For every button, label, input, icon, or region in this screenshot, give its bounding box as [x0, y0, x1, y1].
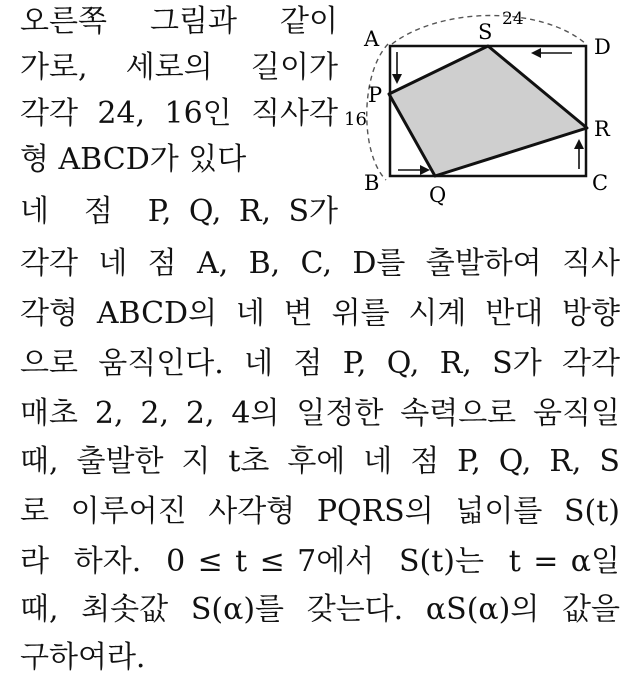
arrow-q-right-icon: [398, 165, 430, 175]
problem-line-1: 오른쪽 그림과 같이: [20, 4, 338, 39]
problem-line-8: 으로 움직인다. 네 점 P, Q, R, S가 각각: [20, 346, 620, 381]
arrow-s-left-icon: [531, 48, 572, 58]
rectangle-figure: [342, 4, 634, 212]
problem-line-7: 각형 ABCD의 네 변 위를 시계 반대 방향: [20, 296, 620, 331]
height-dimension-arc: [367, 44, 388, 180]
problem-line-11: 로 이루어진 사각형 PQRS의 넓이를 S(t): [20, 494, 620, 529]
problem-line-4: 형 ABCD가 있다: [20, 142, 247, 177]
label-c: C: [592, 171, 609, 195]
problem-line-2: 가로, 세로의 길이가: [20, 50, 338, 85]
arrow-r-up-icon: [574, 139, 584, 169]
problem-line-9: 매초 2, 2, 2, 4의 일정한 속력으로 움직일: [20, 396, 620, 431]
problem-line-14: 구하여라.: [20, 640, 146, 675]
label-b: B: [364, 171, 380, 195]
problem-line-5: 네 점 P, Q, R, S가: [20, 194, 338, 229]
problem-line-3: 각각 24, 16인 직사각: [20, 96, 338, 131]
label-height-16: 16: [344, 109, 367, 130]
label-q: Q: [429, 183, 447, 207]
label-r: R: [594, 117, 610, 141]
label-p: P: [368, 83, 383, 107]
quadrilateral-pqrs: [389, 46, 587, 176]
problem-line-13: 때, 최솟값 S(α)를 갖는다. αS(α)의 값을: [20, 592, 620, 627]
label-s: S: [478, 20, 493, 44]
problem-line-12: 라 하자. 0 ≤ t ≤ 7에서 S(t)는 t = α일: [20, 544, 620, 579]
problem-line-10: 때, 출발한 지 t초 후에 네 점 P, Q, R, S: [20, 444, 620, 479]
problem-line-6: 각각 네 점 A, B, C, D를 출발하여 직사: [20, 246, 620, 281]
label-width-24: 24: [502, 9, 524, 29]
label-a: A: [364, 27, 380, 51]
label-d: D: [594, 35, 611, 59]
arrow-p-down-icon: [392, 52, 402, 84]
